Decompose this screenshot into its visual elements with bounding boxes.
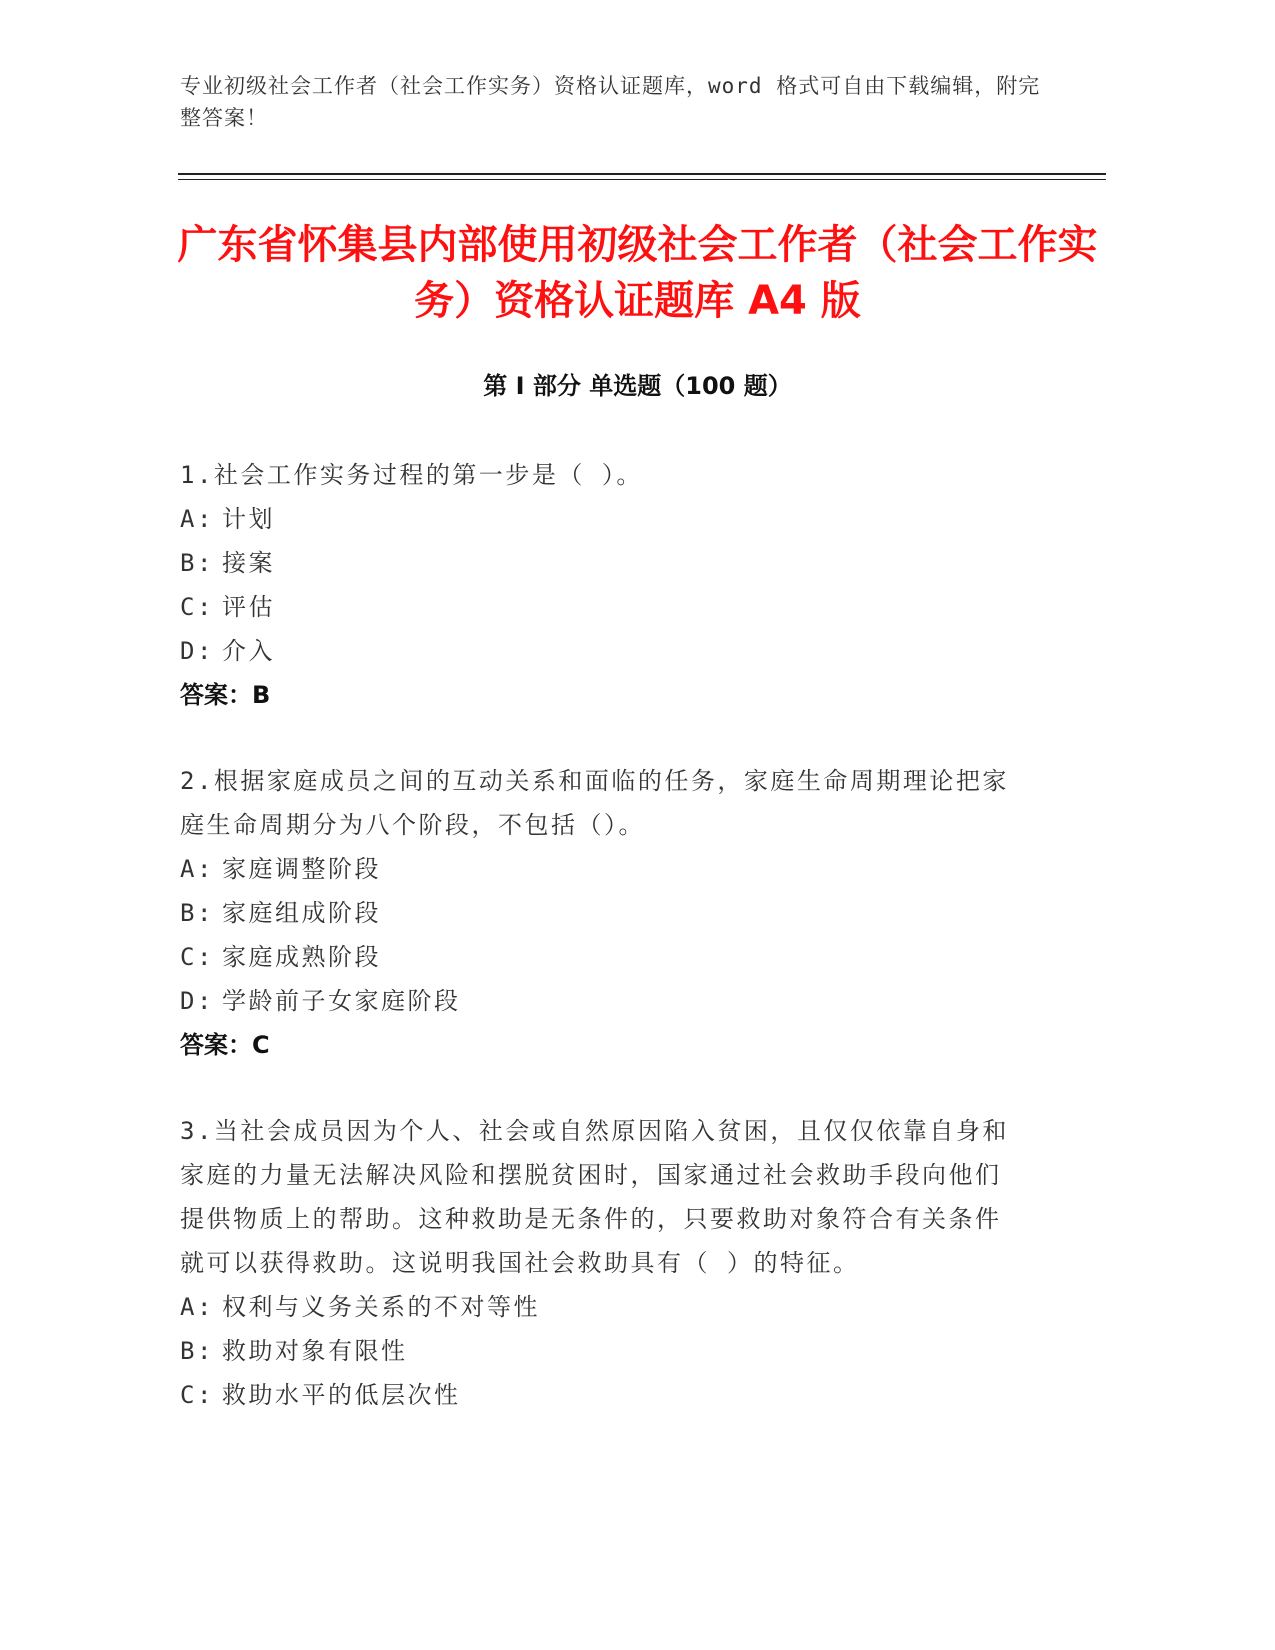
option-b (180, 541, 1020, 585)
document-title: 广东省怀集县内部使用初级社会工作者（社会工作实务）资格认证题库 A4 版 (177, 222, 1098, 324)
option-letter: D: (180, 987, 214, 1015)
option-letter: B: (180, 899, 214, 927)
option-letter: B: (180, 549, 214, 577)
header-rule-thin (178, 179, 1106, 180)
option-d (180, 979, 1020, 1023)
option-letter: A: (180, 855, 214, 883)
answer-line: 答案：B (180, 681, 271, 709)
option-text: 评估 (222, 593, 275, 621)
option-letter: D: (180, 637, 214, 665)
option-a (180, 497, 1020, 541)
question-stem: 1.社会工作实务过程的第一步是（ ）。 (180, 461, 643, 489)
option-text: 家庭组成阶段 (222, 899, 381, 927)
option-text: 权利与义务关系的不对等性 (222, 1293, 540, 1321)
answer-line: 答案：C (180, 1031, 270, 1059)
option-text: 学龄前子女家庭阶段 (222, 987, 461, 1015)
option-c (180, 585, 1020, 629)
option-b (180, 1329, 1020, 1373)
option-d (180, 629, 1020, 673)
option-text: 介入 (222, 637, 275, 665)
header-rule-thick (178, 173, 1106, 175)
option-c (180, 1373, 1020, 1417)
option-text: 家庭成熟阶段 (222, 943, 381, 971)
option-letter: C: (180, 593, 214, 621)
option-letter: A: (180, 505, 214, 533)
option-a (180, 1285, 1020, 1329)
question-stem: 2.根据家庭成员之间的互动关系和面临的任务，家庭生命周期理论把家庭生命周期分为八个阶段，不包括（）。 (180, 767, 1009, 839)
question-1 (180, 453, 1020, 717)
option-letter: C: (180, 1381, 214, 1409)
option-letter: A: (180, 1293, 214, 1321)
option-a (180, 847, 1020, 891)
option-c (180, 935, 1020, 979)
option-b (180, 891, 1020, 935)
header-note: 专业初级社会工作者（社会工作实务）资格认证题库，word 格式可自由下载编辑，附完整答案！ (180, 74, 1041, 130)
option-text: 计划 (222, 505, 275, 533)
question-list (180, 453, 1020, 1459)
question-3 (180, 1109, 1020, 1417)
question-stem: 3.当社会成员因为个人、社会或自然原因陷入贫困，且仅仅依靠自身和家庭的力量无法解决风险和摆脱贫困时，国家通过社会救助手段向他们提供物质上的帮助。这种救助是无条件的，只要救助对象符合有关条件就可以获得救助。这说明我国社会救助具有（ ）的特征。 (180, 1117, 1009, 1277)
option-text: 救助对象有限性 (222, 1337, 408, 1365)
option-text: 接案 (222, 549, 275, 577)
section-heading: 第 I 部分 单选题（100 题） (483, 372, 792, 400)
option-text: 家庭调整阶段 (222, 855, 381, 883)
question-2 (180, 759, 1020, 1067)
option-text: 救助水平的低层次性 (222, 1381, 461, 1409)
option-letter: C: (180, 943, 214, 971)
option-letter: B: (180, 1337, 214, 1365)
